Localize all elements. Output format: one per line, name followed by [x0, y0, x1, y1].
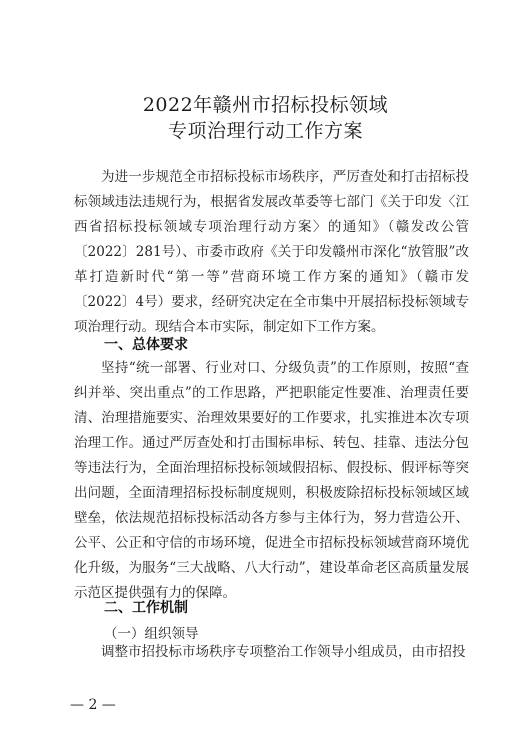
section-heading-overall-requirements: 一、总体要求	[104, 337, 188, 353]
subsection-heading-organization-leadership: （一）组织领导	[104, 626, 199, 642]
document-title-line-2: 专项治理行动工作方案	[167, 120, 363, 142]
page-number: — 2 —	[70, 697, 116, 713]
document-title-line-1: 2022年赣州市招标投标领域	[142, 94, 389, 116]
section-heading-work-mechanism: 二、工作机制	[104, 600, 188, 616]
intro-paragraph: 为进一步规范全市招标投标市场秩序，严厉查处和打击招标投标领域违法违规行为，根据省发展改革委等七部门《关于印发〈江西省招标投标领域专项治理行动方案〉的通知》（赣发改公管〔2022〕281号）、市委市政府《关于印发赣州市深化“放管服”改革打造新时代“第一等”营商环境工作方案的通知》（赣市发〔2022〕4号）要求，经研究决定在全市集中开展招标投标领域专项治理行动。现结合本市实际，制定如下工作方案。	[74, 169, 469, 335]
overall-requirements-paragraph: 坚持“统一部署、行业对口、分级负责”的工作原则，按照“查纠并举、突出重点”的工作思路，严把职能定性要准、治理责任要清、治理措施要实、治理效果要好的工作要求，扎实推进本次专项治理工作。通过严厉查处和打击围标串标、转包、挂靠、违法分包等违法行为，全面治理招标投标领域假招标、假投标、假评标等突出问题，全面清理招标投标制度规则，积极废除招标投标领域区域壁垒，依法规范招标投标活动各方参与主体行为，努力营造公开、公平、公正和守信的市场环境，促进全市招标投标领域营商环境优化升级，为服务“三大战略、八大行动”，建设革命老区高质量发展示范区提供强有力的保障。	[74, 360, 469, 601]
organization-leadership-paragraph: 调整市招投标市场秩序专项整治工作领导小组成员，由市招投	[101, 644, 466, 660]
